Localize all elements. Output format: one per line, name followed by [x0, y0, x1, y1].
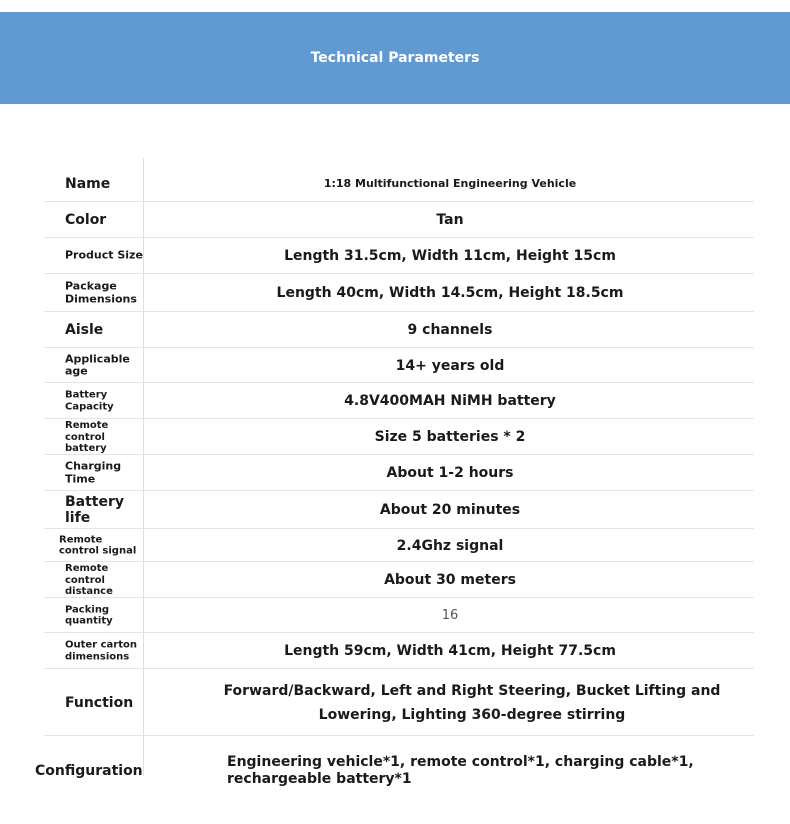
- row-label: Function: [65, 694, 134, 711]
- table-row: [0, 736, 790, 806]
- row-value: Engineering vehicle*1, remote control*1, charging cable*1, rechargeable battery*1: [227, 754, 694, 787]
- row-value: About 1-2 hours: [386, 465, 514, 481]
- row-value: 1:18 Multifunctional Engineering Vehicle: [323, 177, 577, 190]
- row-value: About 20 minutes: [379, 502, 521, 518]
- row-label: Outer carton dimensions: [65, 639, 137, 662]
- row-value: 14+ years old: [395, 357, 505, 374]
- row-label: Battery life: [65, 493, 125, 526]
- table-row: [0, 383, 790, 419]
- table-row: [0, 348, 790, 383]
- page-title: Technical Parameters: [310, 50, 480, 66]
- header-banner: [0, 12, 790, 104]
- row-label: Package Dimensions: [65, 279, 137, 305]
- table-row: [0, 274, 790, 312]
- row-value: 2.4Ghz signal: [396, 537, 504, 554]
- row-value: 16: [441, 607, 459, 623]
- row-label: Name: [65, 175, 111, 192]
- row-label: Applicable age: [65, 351, 130, 378]
- row-value: Tan: [436, 212, 464, 228]
- table-row: [0, 529, 790, 562]
- table-row: [0, 202, 790, 238]
- row-value: 4.8V400MAH NiMH battery: [344, 393, 556, 409]
- row-value: About 30 meters: [384, 572, 516, 588]
- row-label: Packing quantity: [65, 604, 113, 627]
- table-row: [0, 166, 790, 202]
- row-value: Size 5 batteries * 2: [374, 429, 526, 445]
- row-label: Battery Capacity: [65, 389, 114, 412]
- row-label: Product Size: [65, 248, 143, 262]
- table-row: [0, 491, 790, 529]
- table-row: [0, 633, 790, 669]
- row-value: Forward/Backward, Left and Right Steering, Bucket Lifting and Lowering, Lighting 360-degree stirring: [223, 682, 721, 723]
- table-row: [0, 312, 790, 348]
- row-label: Aisle: [65, 321, 104, 338]
- row-label: Color: [65, 211, 107, 228]
- table-row: [0, 669, 790, 736]
- row-label: Remote control distance: [65, 562, 113, 597]
- row-value: Length 59cm, Width 41cm, Height 77.5cm: [284, 643, 616, 659]
- table-row: [0, 562, 790, 598]
- table-row: [0, 419, 790, 455]
- row-value: Length 31.5cm, Width 11cm, Height 15cm: [284, 248, 616, 264]
- row-label: Charging Time: [65, 459, 122, 485]
- row-label: Remote control signal: [59, 534, 137, 557]
- table-row: [0, 238, 790, 274]
- row-value: Length 40cm, Width 14.5cm, Height 18.5cm: [276, 285, 624, 301]
- table-row: [0, 598, 790, 633]
- row-label: Remote control battery: [65, 419, 109, 454]
- row-label: Configuration: [35, 762, 143, 779]
- table-row: [0, 455, 790, 491]
- row-value: 9 channels: [407, 322, 493, 338]
